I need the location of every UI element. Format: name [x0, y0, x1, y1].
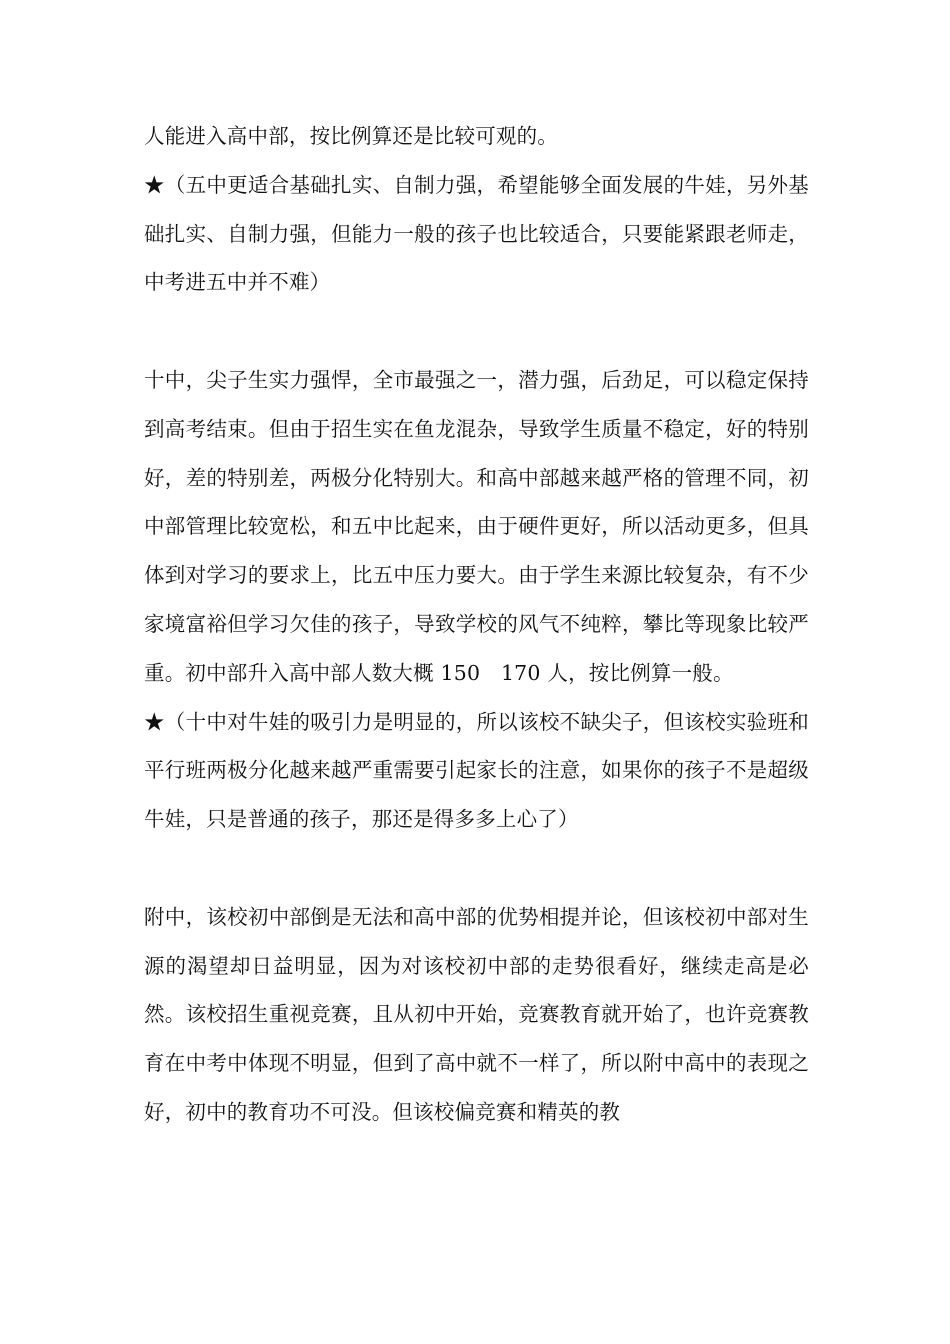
paragraph-shizhong: 十中，尖子生实力强悍，全市最强之一，潜力强，后劲足，可以稳定保持到高考结束。但由于招生实在鱼龙混杂，导致学生质量不稳定，好的特别好，差的特别差，两极分化特别大。和高中部越来越严格的管理不同，初中部管理比较宽松，和五中比起来，由于硬件更好，所以活动更多，但具体到对学习的要求上，比五中压力要大。由于学生来源比较复杂，有不少家境富裕但学习欠佳的孩子，导致学校的风气不纯粹，攀比等现象比较严重。初中部升入高中部人数大概 150 170 人，按比例算一般。 — [144, 367, 809, 685]
paragraph-continuation: 人能进入高中部，按比例算还是比较可观的。 — [144, 124, 558, 148]
paragraph-shizhong-note: ★（十中对牛娃的吸引力是明显的，所以该校不缺尖子，但该校实验班和平行班两极分化越来越严重需要引起家长的注意，如果你的孩子不是超级牛娃，只是普通的孩子，那还是得多多上心了） — [144, 709, 809, 832]
paragraph-wuzhong-note: ★（五中更适合基础扎实、自制力强，希望能够全面发展的牛娃，另外基础扎实、自制力强，但能力一般的孩子也比较适合，只要能紧跟老师走，中考进五中并不难） — [144, 172, 809, 295]
document-body — [144, 112, 809, 1137]
paragraph-fuzhong: 附中，该校初中部倒是无法和高中部的优势相提并论，但该校初中部对生源的渴望却日益明显，因为对该校初中部的走势很看好，继续走高是必然。该校招生重视竞赛，且从初中开始，竞赛教育就开始了，也许竞赛教育在中考中体现不明显，但到了高中就不一样了，所以附中高中的表现之好，初中的教育功不可没。但该校偏竞赛和精英的教 — [144, 904, 809, 1124]
blank-line — [144, 844, 809, 893]
blank-line — [144, 307, 809, 356]
